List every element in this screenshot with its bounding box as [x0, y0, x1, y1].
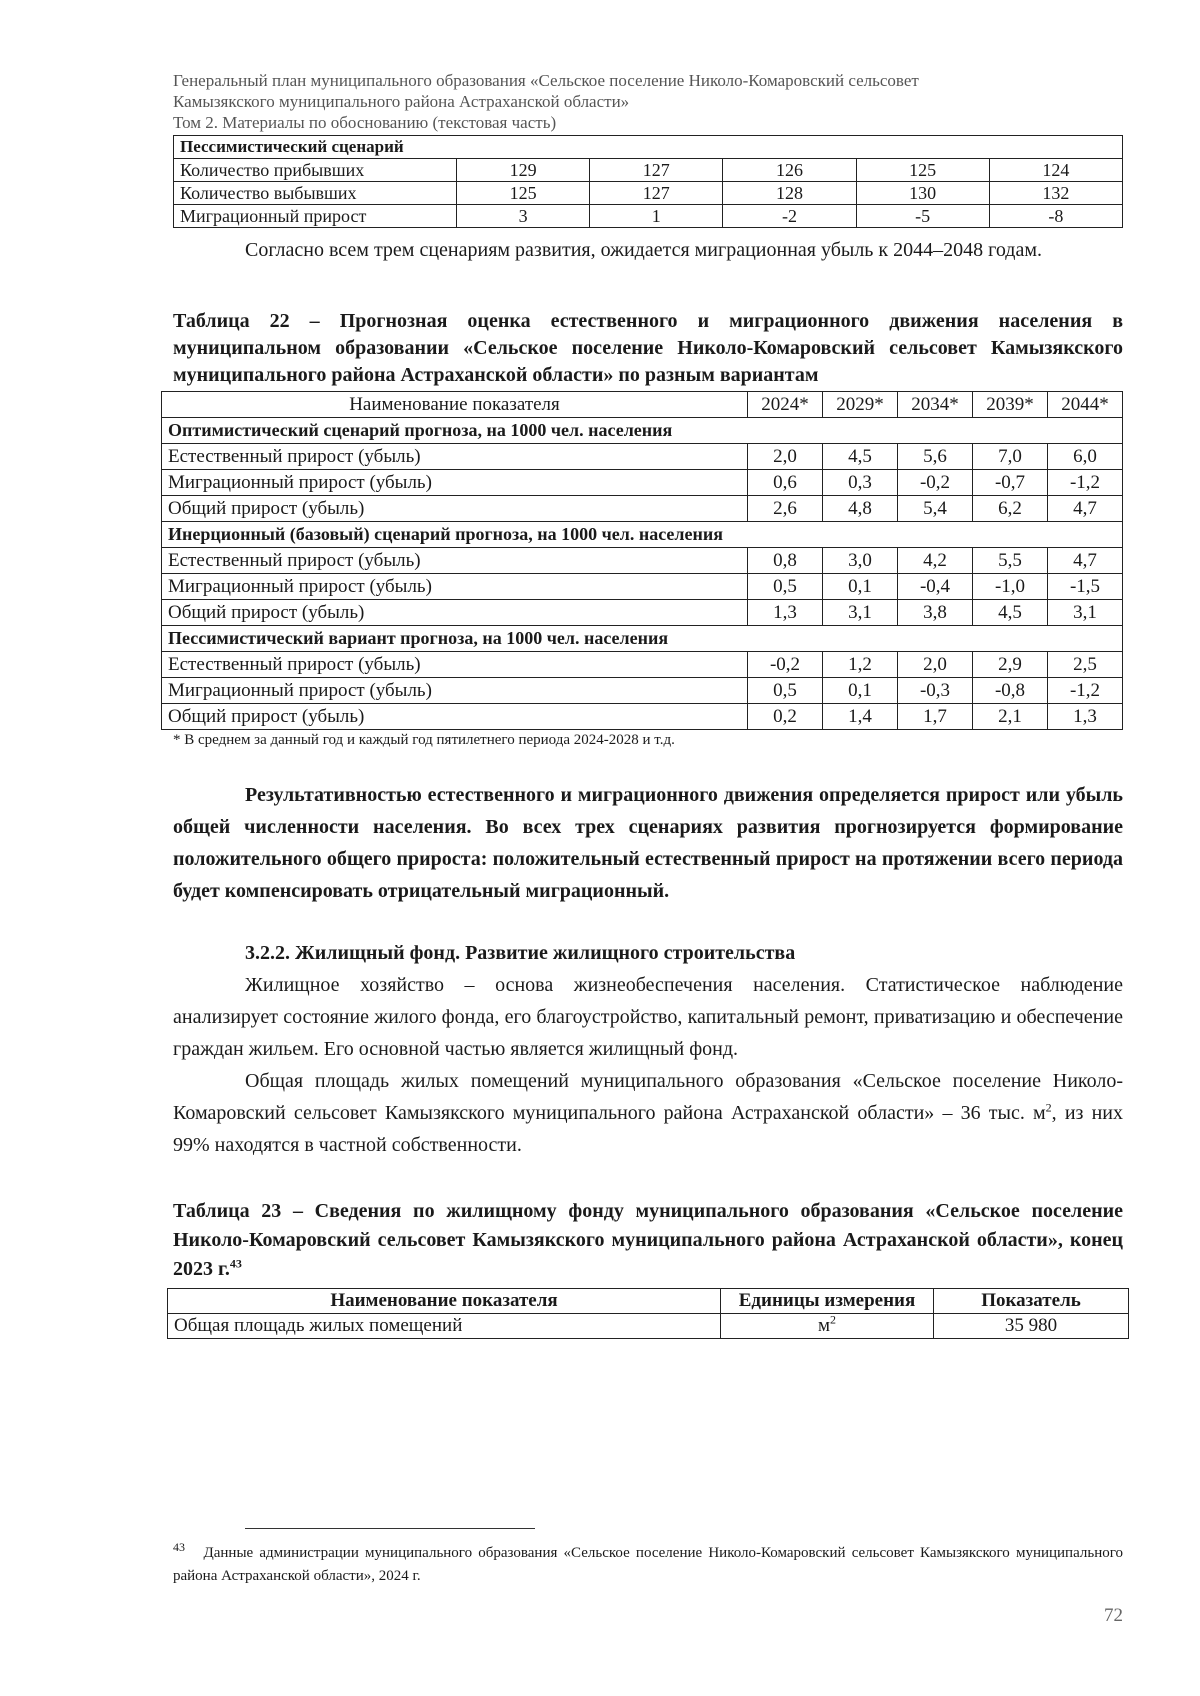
- cell-value: 125: [856, 159, 989, 182]
- cell-value: 0,2: [748, 704, 823, 730]
- table-row: [168, 1314, 1129, 1339]
- header-year: 2039*: [973, 392, 1048, 418]
- table-section-row: [162, 626, 1123, 652]
- cell-value: 4,7: [1048, 496, 1123, 522]
- cell-value: 2,0: [898, 652, 973, 678]
- cell-value: 0,3: [823, 470, 898, 496]
- cell-value: 4,7: [1048, 548, 1123, 574]
- footnote-separator: [245, 1528, 535, 1529]
- cell-value: 4,2: [898, 548, 973, 574]
- cell-value: 5,5: [973, 548, 1048, 574]
- table-section-row: [174, 136, 1123, 159]
- row-label: Общий прирост (убыль): [162, 704, 748, 730]
- cell-value: 0,8: [748, 548, 823, 574]
- migration-table-continued: [173, 135, 1123, 228]
- cell-value: 6,0: [1048, 444, 1123, 470]
- cell-value: 2,5: [1048, 652, 1123, 678]
- header-name: Наименование показателя: [162, 392, 748, 418]
- cell-value: 0,5: [748, 574, 823, 600]
- table-23-row-value: 35 980: [934, 1314, 1129, 1339]
- table-22-note: * В среднем за данный год и каждый год пятилетнего периода 2024-2028 и т.д.: [173, 732, 675, 748]
- row-label: Естественный прирост (убыль): [162, 444, 748, 470]
- cell-value: -1,2: [1048, 678, 1123, 704]
- paragraph-migration-decline: Согласно всем трем сценариям развития, ожидается миграционная убыль к 2044–2048 годам.: [245, 239, 1042, 261]
- header-year: 2044*: [1048, 392, 1123, 418]
- cell-value: 3,8: [898, 600, 973, 626]
- row-label: Количество прибывших: [174, 159, 457, 182]
- cell-value: 3,1: [823, 600, 898, 626]
- row-label: Общий прирост (убыль): [162, 600, 748, 626]
- table-22-header-row: [162, 392, 1123, 418]
- unit-text: м: [817, 1315, 831, 1336]
- table-22-caption: Таблица 22 – Прогнозная оценка естественного и миграционного движения населения в муниципальном образовании «Сельское поселение Николо-Комаровский сельсовет Камызякского муниципального района Астраханской области» по разным вариантам: [173, 310, 1123, 386]
- cell-value: 3,0: [823, 548, 898, 574]
- footnote-number: 43: [173, 1540, 185, 1554]
- table-section-row: [162, 522, 1123, 548]
- running-header: [173, 70, 1123, 133]
- superscript: 2: [1045, 1100, 1052, 1115]
- section-title: Инерционный (базовый) сценарий прогноза, на 1000 чел. населения: [162, 522, 1123, 548]
- section-title: Пессимистический сценарий: [174, 136, 1123, 159]
- cell-value: 124: [989, 159, 1122, 182]
- header-year: 2024*: [748, 392, 823, 418]
- table-23-header-name: Наименование показателя: [168, 1289, 721, 1314]
- housing-area-text: Общая площадь жилых помещений муниципального образования «Сельское поселение Николо-Комаровский сельсовет Камызякского муниципального района Астраханской области» – 36 тыс. м: [173, 1070, 1123, 1124]
- table-23-row-unit: [721, 1314, 934, 1339]
- table-section-row: [162, 418, 1123, 444]
- table-23-row-label: Общая площадь жилых помещений: [168, 1314, 721, 1339]
- paragraph-results: Результативностью естественного и миграционного движения определяется прирост или убыль общей численности населения. Во всех трех сценариях развития прогнозируется формирование положительного общего прироста: положительный естественный прирост на протяжении всего периода будет компенсировать отрицательный миграционный.: [173, 784, 1123, 902]
- cell-value: 2,0: [748, 444, 823, 470]
- table-row: [162, 652, 1123, 678]
- cell-value: 127: [590, 182, 723, 205]
- cell-value: -0,2: [898, 470, 973, 496]
- table-row: [162, 444, 1123, 470]
- header-line-2: Камызякского муниципального района Астраханской области»: [173, 92, 630, 111]
- page-number: 72: [1104, 1605, 1123, 1626]
- cell-value: 4,8: [823, 496, 898, 522]
- table-23-header-unit: Единицы измерения: [721, 1289, 934, 1314]
- cell-value: 132: [989, 182, 1122, 205]
- cell-value: -0,2: [748, 652, 823, 678]
- table-row: [174, 159, 1123, 182]
- table-23-header-row: [168, 1289, 1129, 1314]
- header-line-1: Генеральный план муниципального образования «Сельское поселение Николо-Комаровский сельсовет: [173, 71, 919, 90]
- table-row: [174, 205, 1123, 228]
- unit-superscript: 2: [830, 1312, 837, 1327]
- section-heading-housing: 3.2.2. Жилищный фонд. Развитие жилищного строительства: [245, 942, 796, 964]
- header-line-3: Том 2. Материалы по обоснованию (текстовая часть): [173, 113, 557, 132]
- cell-value: 0,1: [823, 678, 898, 704]
- table-row: [162, 600, 1123, 626]
- cell-value: 2,9: [973, 652, 1048, 678]
- cell-value: 130: [856, 182, 989, 205]
- cell-value: 1,2: [823, 652, 898, 678]
- paragraph-housing-area: [173, 1065, 1123, 1161]
- housing-area-text-end: , из них 99% находятся в частной собственности.: [173, 1102, 1123, 1156]
- section-title: Пессимистический вариант прогноза, на 1000 чел. населения: [162, 626, 1123, 652]
- table-row: [162, 574, 1123, 600]
- cell-value: 126: [723, 159, 856, 182]
- cell-value: 127: [590, 159, 723, 182]
- footnote-text: Данные администрации муниципального образования «Сельское поселение Николо-Комаровский сельсовет Камызякского муниципального района Астраханской области», 2024 г.: [173, 1545, 1124, 1584]
- cell-value: 1,4: [823, 704, 898, 730]
- cell-value: 4,5: [973, 600, 1048, 626]
- row-label: Миграционный прирост (убыль): [162, 678, 748, 704]
- row-label: Миграционный прирост (убыль): [162, 574, 748, 600]
- cell-value: -1,5: [1048, 574, 1123, 600]
- cell-value: 0,6: [748, 470, 823, 496]
- cell-value: 0,1: [823, 574, 898, 600]
- table-23-caption: [173, 1197, 1123, 1284]
- table-23-caption-text: Таблица 23 – Сведения по жилищному фонду муниципального образования «Сельское поселение Николо-Комаровский сельсовет Камызякского муниципального района Астраханской области», конец 2023 г.: [173, 1200, 1123, 1280]
- cell-value: -0,7: [973, 470, 1048, 496]
- row-label: Миграционный прирост: [174, 205, 457, 228]
- cell-value: 5,4: [898, 496, 973, 522]
- table-row: [162, 678, 1123, 704]
- cell-value: -5: [856, 205, 989, 228]
- cell-value: 3: [457, 205, 590, 228]
- cell-value: 1: [590, 205, 723, 228]
- cell-value: 1,3: [1048, 704, 1123, 730]
- footnote: [173, 1542, 1123, 1588]
- cell-value: -0,8: [973, 678, 1048, 704]
- cell-value: 0,5: [748, 678, 823, 704]
- table-23-header-value: Показатель: [934, 1289, 1129, 1314]
- header-year: 2034*: [898, 392, 973, 418]
- cell-value: -8: [989, 205, 1122, 228]
- table-row: [174, 182, 1123, 205]
- row-label: Миграционный прирост (убыль): [162, 470, 748, 496]
- paragraph-housing-economy: Жилищное хозяйство – основа жизнеобеспечения населения. Статистическое наблюдение анализирует состояние жилого фонда, его благоустройство, капитальный ремонт, приватизацию и обеспечение граждан жильем. Его основной частью является жилищный фонд.: [173, 974, 1123, 1060]
- section-title: Оптимистический сценарий прогноза, на 1000 чел. населения: [162, 418, 1123, 444]
- cell-value: -1,0: [973, 574, 1048, 600]
- cell-value: 5,6: [898, 444, 973, 470]
- table-22: [161, 391, 1123, 730]
- table-23: [167, 1288, 1129, 1339]
- cell-value: -1,2: [1048, 470, 1123, 496]
- table-row: [162, 704, 1123, 730]
- cell-value: 125: [457, 182, 590, 205]
- cell-value: 129: [457, 159, 590, 182]
- row-label: Количество выбывших: [174, 182, 457, 205]
- cell-value: 2,6: [748, 496, 823, 522]
- cell-value: -2: [723, 205, 856, 228]
- cell-value: 128: [723, 182, 856, 205]
- row-label: Естественный прирост (убыль): [162, 548, 748, 574]
- table-row: [162, 548, 1123, 574]
- table-row: [162, 496, 1123, 522]
- footnote-ref: 43: [229, 1256, 242, 1271]
- cell-value: 6,2: [973, 496, 1048, 522]
- row-label: Естественный прирост (убыль): [162, 652, 748, 678]
- cell-value: 1,7: [898, 704, 973, 730]
- page-content: [168, 70, 1123, 1339]
- cell-value: 4,5: [823, 444, 898, 470]
- cell-value: 7,0: [973, 444, 1048, 470]
- cell-value: 2,1: [973, 704, 1048, 730]
- table-row: [162, 470, 1123, 496]
- row-label: Общий прирост (убыль): [162, 496, 748, 522]
- cell-value: -0,3: [898, 678, 973, 704]
- cell-value: 1,3: [748, 600, 823, 626]
- header-year: 2029*: [823, 392, 898, 418]
- cell-value: 3,1: [1048, 600, 1123, 626]
- cell-value: -0,4: [898, 574, 973, 600]
